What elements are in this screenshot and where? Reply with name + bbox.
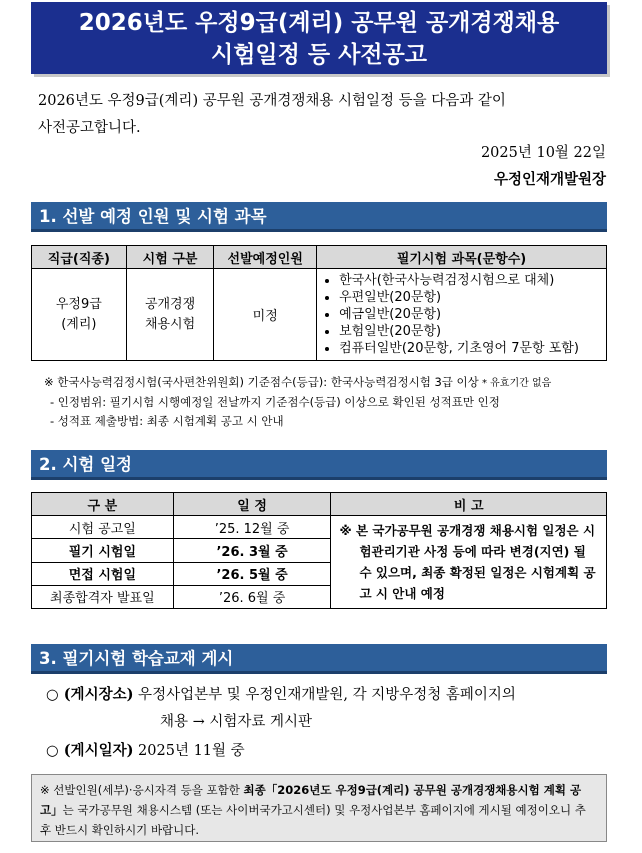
posting-location-text: 우정사업본부 및 우정인재개발원, 각 지방우정청 홈페이지의: [133, 687, 516, 703]
list-item: • 한국사(한국사능력검정시험으로 대체): [339, 272, 602, 289]
notice-part2: 최종「2026년도 우정9급(계리) 공무원 공개경쟁채용시험 계획 공고」: [40, 783, 582, 817]
header-schedule: 일 정: [173, 493, 331, 516]
note-recognition: - 인정범위: 필기시험 시행예정일 전날까지 기준점수(등급) 이상으로 확인된 성적표만 인정: [50, 395, 500, 409]
notice-part1: ※ 선발인원(세부)·응시자격 등을 포함한: [40, 783, 244, 797]
header-exam-type: 시험 구분: [126, 246, 214, 269]
list-item: • 컴퓨터일반(20문항, 기초영어 7문항 포함): [339, 340, 602, 357]
note-small: * 유효기간 없음: [478, 378, 552, 389]
note-submission: - 성적표 제출방법: 최종 시험계획 공고 시 안내: [50, 414, 284, 428]
header-category: 구 분: [32, 493, 174, 516]
intro-text: [38, 88, 608, 142]
posting-location-label: ○ (게시장소): [46, 686, 134, 703]
page-title: [31, 2, 607, 74]
posting-date: [46, 737, 245, 765]
final-notice-box: [31, 774, 607, 842]
section1-notes: [44, 373, 614, 431]
schedule-table: [31, 492, 607, 609]
exam-type-line1: 공개경쟁: [144, 296, 196, 312]
list-item: • 보험일반(20문항): [339, 323, 602, 340]
schedule-label: 필기 시험일: [32, 539, 174, 562]
issuer: 우정인재개발원장: [493, 171, 606, 188]
announcement-date: 2025년 10월 22일: [480, 145, 606, 161]
header-subjects: 필기시험 과목(문항수): [317, 246, 607, 269]
subjects-cell: [317, 269, 607, 361]
page-title-line2: 시험일정 등 사전공고: [211, 42, 427, 68]
intro-line2: 사전공고합니다.: [38, 120, 141, 136]
schedule-label: 시험 공고일: [32, 516, 174, 539]
section2-heading: 2. 시험 일정: [31, 450, 607, 480]
intro-line1: 2026년도 우정9급(계리) 공무원 공개경쟁채용 시험일정 등을 다음과 같이: [38, 93, 506, 109]
exam-type-line2: 채용시험: [144, 316, 196, 332]
posting-date-text: 2025년 11월 중: [133, 743, 245, 759]
table-header-row: [32, 246, 607, 269]
table-header-row: [32, 493, 607, 516]
header-remarks: 비 고: [331, 493, 607, 516]
rank-line1: 우정9급: [55, 296, 102, 312]
header-count: 선발예정인원: [214, 246, 317, 269]
notice-part3: 는 국가공무원 채용시스템 (또는 사이버국가고시센터) 및 우정사업본부 홈페이지에 게시될 예정이오니 추후 반드시 확인하시기 바랍니다.: [40, 803, 586, 837]
posting-location: [46, 681, 516, 736]
schedule-date: ’26. 5월 중: [173, 562, 331, 585]
note-korean-history: [44, 373, 614, 393]
schedule-date: ’26. 3월 중: [173, 539, 331, 562]
schedule-date: ’25. 12월 중: [173, 516, 331, 539]
schedule-label: 최종합격자 발표일: [32, 585, 174, 608]
rank-line2: (계리): [61, 316, 97, 332]
table-row: [32, 269, 607, 361]
posting-location-cont: 채용 → 시험자료 게시판: [160, 714, 313, 730]
header-rank: 직급(직종): [32, 246, 127, 269]
section1-heading: 1. 선발 예정 인원 및 시험 과목: [31, 202, 607, 232]
posting-date-label: ○ (게시일자): [46, 742, 134, 759]
note-main: ※ 한국사능력검정시험(국사편찬위원회) 기준점수(등급): 한국사능력검정시험 3급 이상: [44, 375, 479, 389]
schedule-remark: [331, 516, 607, 609]
count-cell: 미정: [214, 269, 317, 361]
table-row: [32, 516, 607, 539]
rank-cell: [32, 269, 127, 361]
selection-table: [31, 245, 607, 361]
list-item: • 우편일반(20문항): [339, 289, 602, 306]
list-item: • 예금일반(20문항): [339, 306, 602, 323]
page-title-line1: 2026년도 우정9급(계리) 공무원 공개경쟁채용: [78, 10, 560, 36]
section3-heading: 3. 필기시험 학습교재 게시: [31, 644, 607, 674]
exam-type-cell: [126, 269, 214, 361]
remark-text: ※ 본 국가공무원 공개경쟁 채용시험 일정은 시험관리기관 사정 등에 따라 변경(지연) 될 수 있으며, 최종 확정된 일정은 시험계획 공고 시 안내 예정: [339, 523, 596, 601]
schedule-label: 면접 시험일: [32, 562, 174, 585]
schedule-date: ’26. 6월 중: [173, 585, 331, 608]
